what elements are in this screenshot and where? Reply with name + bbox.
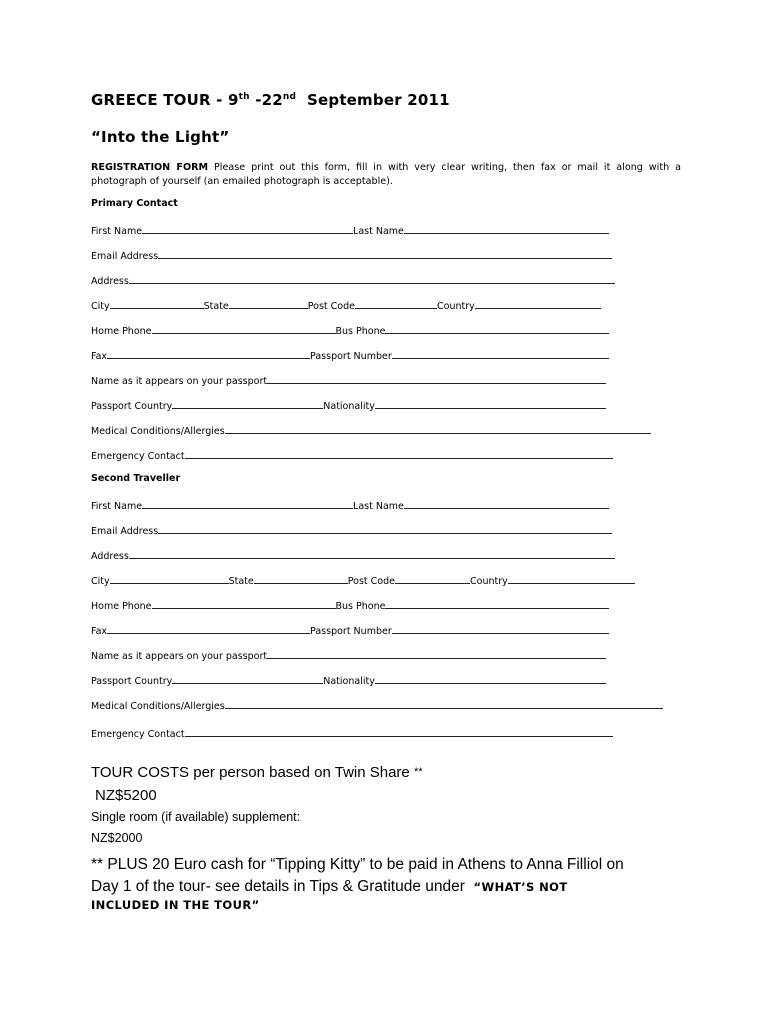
field-row-passport-name: Name as it appears on your passport	[91, 649, 606, 663]
single-supplement-label: Single room (if available) supplement:	[91, 810, 301, 824]
field-row-phones: Home Phone Bus Phone	[91, 324, 609, 338]
home-phone-field[interactable]	[152, 599, 336, 609]
field-row-email: Email Address	[91, 524, 612, 538]
passport-name-field[interactable]	[267, 649, 606, 659]
address-field[interactable]	[129, 274, 615, 284]
field-row-passport-country: Passport Country Nationality	[91, 399, 606, 413]
post-code-field[interactable]	[355, 299, 437, 309]
field-row-passport-country: Passport Country Nationality	[91, 674, 606, 688]
last-name-field[interactable]	[404, 224, 609, 234]
tipping-note-line2: Day 1 of the tour- see details in Tips & Gratitude under “WHAT’S NOT	[91, 878, 568, 895]
address-field[interactable]	[129, 549, 615, 559]
field-row-phones: Home Phone Bus Phone	[91, 599, 609, 613]
field-row-city: City State Post Code Country	[91, 574, 635, 588]
passport-country-field[interactable]	[172, 674, 323, 684]
city-field[interactable]	[110, 574, 229, 584]
passport-number-field[interactable]	[392, 624, 609, 634]
fax-field[interactable]	[107, 349, 310, 359]
city-field[interactable]	[110, 299, 204, 309]
nationality-field[interactable]	[375, 674, 606, 684]
tour-price: NZ$5200	[95, 787, 157, 804]
medical-field[interactable]	[225, 424, 651, 434]
tipping-note-line3: INCLUDED IN THE TOUR”	[91, 898, 260, 912]
last-name-field[interactable]	[404, 499, 609, 509]
field-row-medical: Medical Conditions/Allergies	[91, 424, 651, 438]
page-title: GREECE TOUR - 9th -22nd September 2011	[91, 91, 450, 109]
field-row-emergency: Emergency Contact	[91, 727, 613, 741]
field-row-address: Address	[91, 549, 615, 563]
section-heading-primary: Primary Contact	[91, 198, 178, 209]
tour-subtitle: “Into the Light”	[91, 128, 230, 146]
form-label: REGISTRATION FORM	[91, 162, 209, 173]
fax-field[interactable]	[107, 624, 310, 634]
field-row-emergency: Emergency Contact	[91, 449, 613, 463]
passport-number-field[interactable]	[392, 349, 609, 359]
nationality-field[interactable]	[375, 399, 606, 409]
state-field[interactable]	[254, 574, 348, 584]
state-field[interactable]	[229, 299, 308, 309]
passport-country-field[interactable]	[172, 399, 323, 409]
form-instructions: REGISTRATION FORM Please print out this form, fill in with very clear writing, then fax or mail it along with a photograph of yourself (an emailed photograph is acceptable).	[91, 162, 681, 187]
passport-name-field[interactable]	[267, 374, 606, 384]
field-row-fax: Fax Passport Number	[91, 349, 609, 363]
tour-costs-heading: TOUR COSTS per person based on Twin Share **	[91, 764, 423, 781]
email-field[interactable]	[158, 524, 612, 534]
country-field[interactable]	[508, 574, 635, 584]
field-row-medical: Medical Conditions/Allergies	[91, 699, 663, 713]
field-row-email: Email Address	[91, 249, 612, 263]
first-name-field[interactable]	[142, 499, 353, 509]
emergency-contact-field[interactable]	[185, 449, 613, 459]
bus-phone-field[interactable]	[385, 599, 609, 609]
emergency-contact-field[interactable]	[185, 727, 613, 737]
home-phone-field[interactable]	[152, 324, 336, 334]
post-code-field[interactable]	[395, 574, 470, 584]
first-name-field[interactable]	[142, 224, 353, 234]
field-row-city: City State Post Code Country	[91, 299, 601, 313]
medical-field[interactable]	[225, 699, 663, 709]
field-row-address: Address	[91, 274, 615, 288]
field-row-name: First Name Last Name	[91, 224, 609, 238]
country-field[interactable]	[475, 299, 601, 309]
section-heading-second: Second Traveller	[91, 473, 181, 484]
single-supplement-price: NZ$2000	[91, 831, 143, 845]
field-row-name: First Name Last Name	[91, 499, 609, 513]
field-row-fax: Fax Passport Number	[91, 624, 609, 638]
field-row-passport-name: Name as it appears on your passport	[91, 374, 606, 388]
email-field[interactable]	[158, 249, 612, 259]
bus-phone-field[interactable]	[385, 324, 609, 334]
tipping-note-line1: ** PLUS 20 Euro cash for “Tipping Kitty” to be paid in Athens to Anna Filliol on	[91, 856, 624, 873]
